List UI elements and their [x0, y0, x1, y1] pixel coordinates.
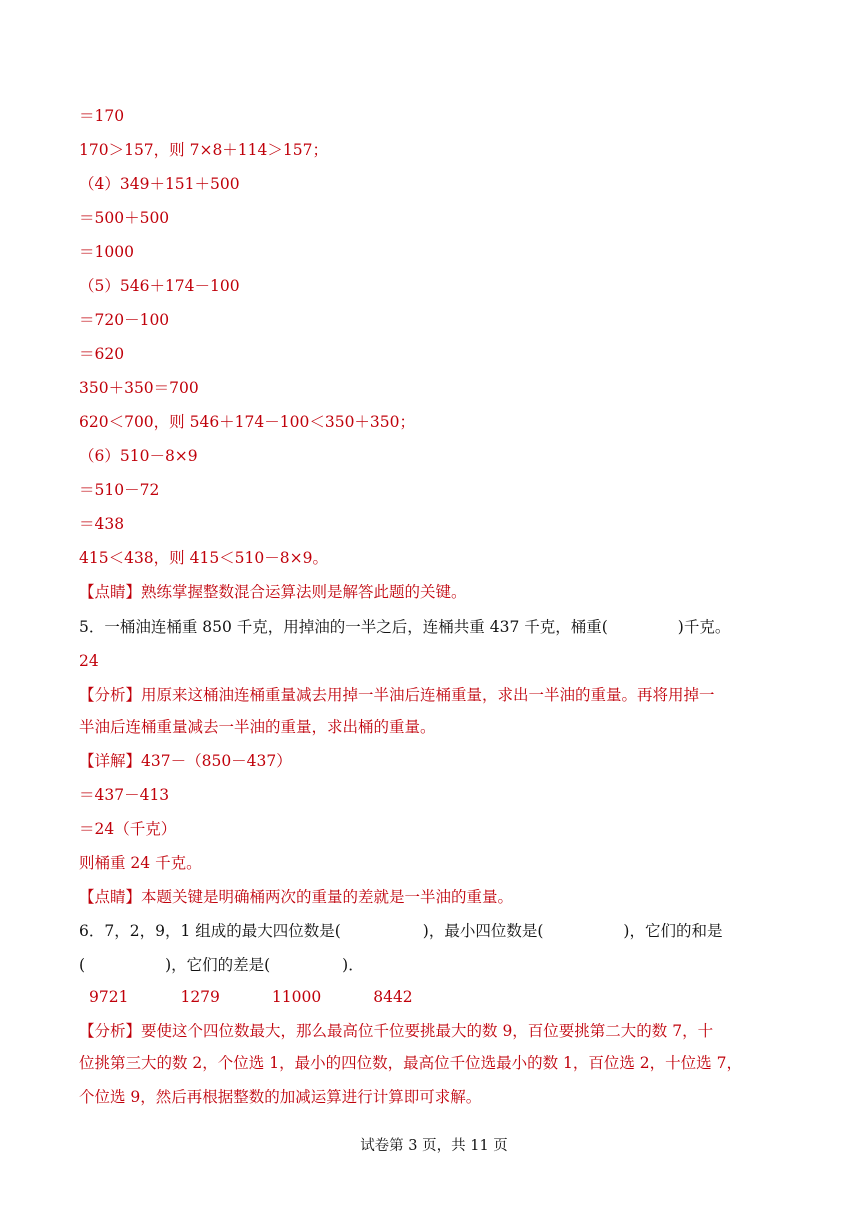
- q5-question-text: 5．一桶油连桶重 850 千克，用掉油的一半之后，连桶共重 437 千克，桶重(: [79, 618, 608, 636]
- q6-text-a: 6．7，2，9，1 组成的最大四位数是(: [79, 922, 341, 940]
- page-footer: 试卷第 3 页，共 11 页: [360, 1138, 508, 1154]
- q5-point: [79, 886, 513, 908]
- solution-line: （6）510－8×9: [79, 447, 198, 465]
- q6-text-d: (: [79, 956, 86, 974]
- solution-line: ＝500＋500: [79, 209, 170, 227]
- point-tag: 【点睛】: [79, 888, 142, 906]
- solution-line: ＝1000: [79, 243, 134, 261]
- q5-answer: 24: [79, 652, 99, 670]
- point-text: 本题关键是明确桶两次的重量的差就是一半油的重量。: [141, 888, 514, 906]
- q6-analysis-cont: 个位选 9，然后再根据整数的加减运算进行计算即可求解。: [79, 1088, 482, 1106]
- q5-detail: [79, 750, 292, 772]
- q4-point: [79, 581, 467, 603]
- q6-analysis: [79, 1020, 713, 1042]
- answer-value: 11000: [271, 988, 322, 1006]
- analysis-text: 用原来这桶油连桶重量减去用掉一半油后连桶重量，求出一半油的重量。再将用掉一: [141, 686, 715, 704]
- answer-value: 1279: [180, 988, 220, 1006]
- detail-tag: 【详解】: [79, 752, 142, 770]
- point-text: 熟练掌握整数混合运算法则是解答此题的关键。: [141, 583, 467, 601]
- solution-line: 620＜700，则 546＋174－100＜350＋350；: [79, 413, 416, 431]
- solution-line: （5）546＋174－100: [79, 277, 240, 295]
- analysis-tag: 【分析】: [79, 1022, 142, 1040]
- q5-analysis-cont: 半油后连桶重量减去一半油的重量，求出桶的重量。: [79, 718, 436, 736]
- solution-line: （4）349＋151＋500: [79, 175, 240, 193]
- q5-detail-line: ＝24（千克）: [79, 820, 177, 838]
- solution-line: ＝170: [79, 107, 125, 125]
- q6-question: [79, 920, 722, 942]
- solution-line: 350＋350＝700: [79, 379, 199, 397]
- analysis-text: 要使这个四位数最大，那么最高位千位要挑最大的数 9，百位要挑第二大的数 7，十: [141, 1022, 714, 1040]
- solution-line: ＝720－100: [79, 311, 170, 329]
- q5-analysis: [79, 684, 715, 706]
- q5-question: [79, 616, 730, 638]
- solution-line: ＝438: [79, 515, 125, 533]
- q5-detail-line: ＝437－413: [79, 786, 170, 804]
- point-tag: 【点睛】: [79, 583, 142, 601]
- q6-question-cont: [79, 954, 364, 976]
- q6-text-c: )，它们的和是: [623, 922, 723, 940]
- detail-text: 437－（850－437）: [141, 752, 292, 770]
- solution-line: ＝510－72: [79, 481, 160, 499]
- q5-detail-line: 则桶重 24 千克。: [79, 854, 202, 872]
- analysis-tag: 【分析】: [79, 686, 142, 704]
- answer-value: 9721: [89, 988, 129, 1006]
- solution-line: 170＞157，则 7×8＋114＞157；: [79, 141, 328, 159]
- q6-text-e: )，它们的差是(: [165, 956, 271, 974]
- q6-text-b: )，最小四位数是(: [422, 922, 544, 940]
- q5-question-tail: )千克。: [677, 618, 731, 636]
- q6-text-f: )．: [342, 956, 364, 974]
- answer-value: 8442: [373, 988, 413, 1006]
- solution-line: ＝620: [79, 345, 125, 363]
- solution-line: 415＜438，则 415＜510－8×9。: [79, 549, 328, 567]
- q6-analysis-cont: 位挑第三大的数 2，个位选 1，最小的四位数，最高位千位选最小的数 1，百位选 2，十位选 7，: [79, 1054, 742, 1072]
- q6-answers: [89, 986, 465, 1008]
